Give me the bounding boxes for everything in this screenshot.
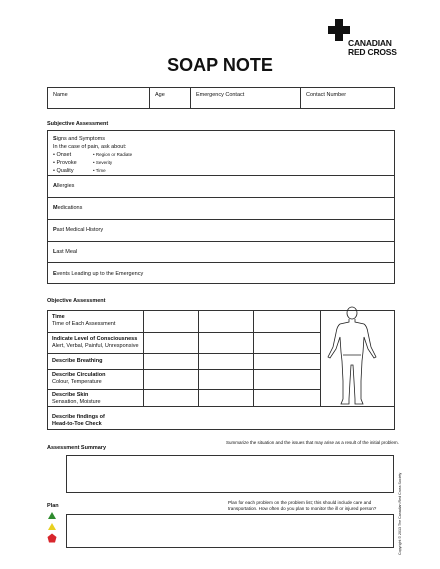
time-subtitle: Time of Each Assessment xyxy=(52,321,116,327)
last-meal-cell[interactable] xyxy=(48,242,394,263)
column-divider xyxy=(143,311,144,406)
meal-initial: L xyxy=(53,249,57,255)
medical-history-cell[interactable] xyxy=(48,220,394,242)
subjective-heading: Subjective Assessment xyxy=(47,121,109,127)
yellow-triangle-icon xyxy=(48,523,56,530)
breathing-title: Describe Breathing xyxy=(52,358,103,364)
circulation-subtitle: Colour, Temperature xyxy=(52,379,102,385)
skin-cell[interactable] xyxy=(52,392,101,406)
time-cell[interactable] xyxy=(52,314,115,328)
breathing-cell[interactable] xyxy=(52,358,102,365)
pain-region: Region or Radiate xyxy=(95,152,133,157)
pain-instruction: In the case of pain, ask about: xyxy=(53,144,127,150)
id-fields-row xyxy=(47,87,395,109)
consciousness-title: Indicate Level of Consciousness xyxy=(52,336,138,342)
logo-line-1: CANADIAN xyxy=(348,38,392,48)
consciousness-subtitle: Alert, Verbal, Painful, Unresponsive xyxy=(52,343,139,349)
skin-subtitle: Sensation, Moisture xyxy=(52,399,101,405)
findings-line-1: Describe findings of xyxy=(52,414,105,420)
red-pentagon-icon xyxy=(47,533,57,543)
findings-cell[interactable] xyxy=(52,414,105,428)
age-field[interactable]: Age xyxy=(150,88,191,108)
pain-provoke: Provoke xyxy=(56,160,77,166)
subjective-table xyxy=(47,130,395,284)
plan-box[interactable] xyxy=(66,514,394,548)
events-cell[interactable] xyxy=(48,263,394,285)
medications-label: edications xyxy=(57,205,83,211)
body-diagram-icon xyxy=(320,303,384,408)
meal-label: ast Meal xyxy=(56,249,78,255)
red-cross-icon xyxy=(328,19,350,41)
name-field[interactable]: Name xyxy=(48,88,150,108)
plan-heading: Plan xyxy=(47,503,59,509)
emergency-contact-field[interactable]: Emergency Contact xyxy=(191,88,301,108)
findings-line-2: Head-to-Toe Check xyxy=(52,421,102,427)
events-initial: E xyxy=(53,271,57,277)
pain-onset: Onset xyxy=(56,152,72,158)
page-title: SOAP NOTE xyxy=(167,55,273,75)
contact-number-field[interactable]: Contact Number xyxy=(306,92,347,98)
history-initial: P xyxy=(53,227,57,233)
medications-cell[interactable] xyxy=(48,198,394,220)
signs-initial: S xyxy=(53,136,57,142)
green-triangle-icon xyxy=(48,512,56,519)
objective-heading: Objective Assessment xyxy=(47,298,106,304)
events-label: vents Leading up to the Emergency xyxy=(56,271,144,277)
pain-severity: Severity xyxy=(95,160,113,165)
plan-instruction: Plan for each problem on the problem list; this should include care and transportation. How often do you plan to monitor the ill or injured person? xyxy=(228,500,377,511)
row-divider xyxy=(48,389,320,390)
consciousness-cell[interactable] xyxy=(52,336,139,350)
summary-box[interactable] xyxy=(66,455,394,493)
row-divider xyxy=(48,369,320,370)
column-divider xyxy=(253,311,254,406)
circulation-cell[interactable] xyxy=(52,372,106,386)
pain-quality: Quality xyxy=(56,168,74,174)
allergies-cell[interactable] xyxy=(48,176,394,198)
signs-label: igns and Symptoms xyxy=(56,136,105,142)
signs-symptoms-cell[interactable]: Signs and Symptoms In the case of pain, ask about: • Onset • Provoke • Quality • Region or Radiate • Severity • Time xyxy=(48,131,394,176)
row-divider xyxy=(48,353,320,354)
summary-heading: Assessment Summary xyxy=(47,445,107,451)
pain-time: Time xyxy=(95,168,106,173)
summary-instruction: Summarize the situation and the issues that may arise as a result of the initial problem. xyxy=(226,440,399,445)
copyright-text: Copyright © 2013 The Canadian Red Cross Society xyxy=(398,472,402,555)
allergies-label: llergies xyxy=(56,183,75,189)
circulation-title: Describe Circulation xyxy=(52,372,106,378)
allergies-initial: A xyxy=(53,183,57,189)
time-title: Time xyxy=(52,314,65,320)
medications-initial: M xyxy=(53,205,58,211)
logo-line-2: RED CROSS xyxy=(348,47,397,57)
history-label: ast Medical History xyxy=(56,227,104,233)
column-divider xyxy=(198,311,199,406)
skin-title: Describe Skin xyxy=(52,392,89,398)
row-divider xyxy=(48,332,320,333)
